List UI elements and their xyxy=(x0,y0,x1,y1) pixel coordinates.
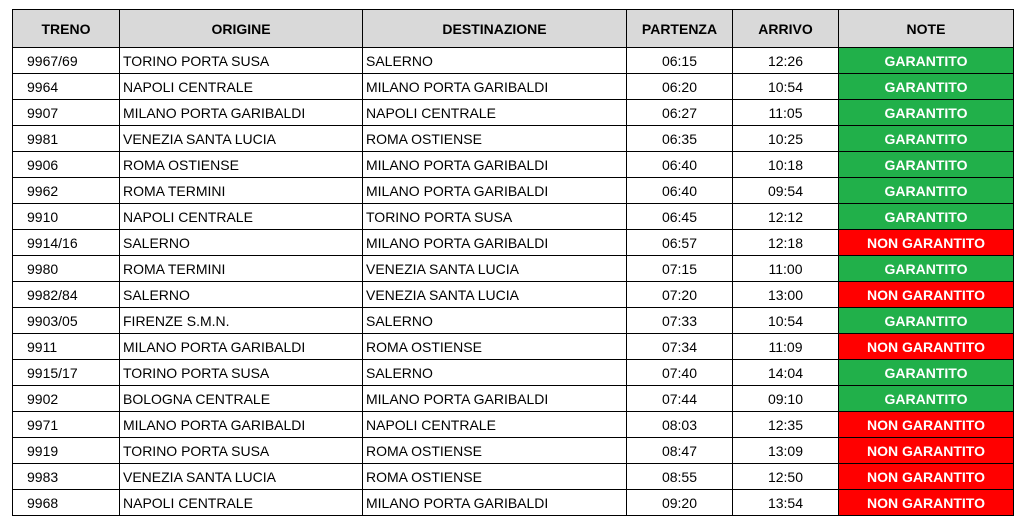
cell-partenza: 07:33 xyxy=(627,308,733,334)
table-row xyxy=(13,360,1014,386)
cell-treno: 9903/05 xyxy=(13,308,120,334)
status-badge: NON GARANTITO xyxy=(839,412,1014,438)
cell-partenza: 08:55 xyxy=(627,464,733,490)
status-badge: GARANTITO xyxy=(839,100,1014,126)
cell-destinazione: SALERNO xyxy=(363,360,627,386)
status-badge: NON GARANTITO xyxy=(839,230,1014,256)
cell-treno: 9906 xyxy=(13,152,120,178)
cell-arrivo: 13:09 xyxy=(733,438,839,464)
cell-origine: TORINO PORTA SUSA xyxy=(120,360,363,386)
cell-destinazione: MILANO PORTA GARIBALDI xyxy=(363,74,627,100)
table-row xyxy=(13,464,1014,490)
cell-arrivo: 12:18 xyxy=(733,230,839,256)
cell-destinazione: VENEZIA SANTA LUCIA xyxy=(363,256,627,282)
cell-destinazione: ROMA OSTIENSE xyxy=(363,438,627,464)
cell-origine: MILANO PORTA GARIBALDI xyxy=(120,334,363,360)
cell-destinazione: ROMA OSTIENSE xyxy=(363,126,627,152)
cell-treno: 9907 xyxy=(13,100,120,126)
status-badge: GARANTITO xyxy=(839,178,1014,204)
cell-partenza: 07:20 xyxy=(627,282,733,308)
cell-destinazione: NAPOLI CENTRALE xyxy=(363,412,627,438)
cell-origine: TORINO PORTA SUSA xyxy=(120,48,363,74)
cell-origine: SALERNO xyxy=(120,230,363,256)
cell-arrivo: 09:10 xyxy=(733,386,839,412)
cell-treno: 9980 xyxy=(13,256,120,282)
cell-arrivo: 11:05 xyxy=(733,100,839,126)
cell-treno: 9911 xyxy=(13,334,120,360)
cell-destinazione: SALERNO xyxy=(363,48,627,74)
cell-treno: 9982/84 xyxy=(13,282,120,308)
cell-partenza: 06:40 xyxy=(627,152,733,178)
train-schedule xyxy=(12,9,1014,516)
status-badge: NON GARANTITO xyxy=(839,438,1014,464)
table-row xyxy=(13,152,1014,178)
table-row xyxy=(13,412,1014,438)
cell-destinazione: MILANO PORTA GARIBALDI xyxy=(363,152,627,178)
cell-origine: VENEZIA SANTA LUCIA xyxy=(120,126,363,152)
cell-origine: TORINO PORTA SUSA xyxy=(120,438,363,464)
cell-partenza: 08:03 xyxy=(627,412,733,438)
cell-partenza: 09:20 xyxy=(627,490,733,516)
table-row xyxy=(13,282,1014,308)
cell-partenza: 06:27 xyxy=(627,100,733,126)
table-body xyxy=(13,48,1014,516)
header-partenza: PARTENZA xyxy=(627,10,733,48)
table-row xyxy=(13,490,1014,516)
table-row xyxy=(13,308,1014,334)
cell-treno: 9915/17 xyxy=(13,360,120,386)
cell-arrivo: 13:00 xyxy=(733,282,839,308)
cell-treno: 9910 xyxy=(13,204,120,230)
cell-origine: NAPOLI CENTRALE xyxy=(120,490,363,516)
table-row xyxy=(13,230,1014,256)
header-origine: ORIGINE xyxy=(120,10,363,48)
cell-destinazione: MILANO PORTA GARIBALDI xyxy=(363,490,627,516)
cell-arrivo: 09:54 xyxy=(733,178,839,204)
cell-partenza: 06:45 xyxy=(627,204,733,230)
status-badge: NON GARANTITO xyxy=(839,334,1014,360)
header-row xyxy=(13,10,1014,48)
cell-treno: 9983 xyxy=(13,464,120,490)
cell-treno: 9914/16 xyxy=(13,230,120,256)
table-row xyxy=(13,204,1014,230)
table-row xyxy=(13,126,1014,152)
cell-arrivo: 12:35 xyxy=(733,412,839,438)
table-row xyxy=(13,100,1014,126)
table-row xyxy=(13,74,1014,100)
cell-arrivo: 11:00 xyxy=(733,256,839,282)
status-badge: GARANTITO xyxy=(839,152,1014,178)
cell-treno: 9967/69 xyxy=(13,48,120,74)
cell-arrivo: 13:54 xyxy=(733,490,839,516)
cell-arrivo: 12:26 xyxy=(733,48,839,74)
status-badge: GARANTITO xyxy=(839,48,1014,74)
cell-origine: SALERNO xyxy=(120,282,363,308)
cell-destinazione: TORINO PORTA SUSA xyxy=(363,204,627,230)
header-arrivo: ARRIVO xyxy=(733,10,839,48)
cell-destinazione: VENEZIA SANTA LUCIA xyxy=(363,282,627,308)
status-badge: NON GARANTITO xyxy=(839,282,1014,308)
cell-treno: 9902 xyxy=(13,386,120,412)
cell-partenza: 06:20 xyxy=(627,74,733,100)
cell-destinazione: SALERNO xyxy=(363,308,627,334)
cell-arrivo: 11:09 xyxy=(733,334,839,360)
cell-origine: NAPOLI CENTRALE xyxy=(120,74,363,100)
cell-origine: MILANO PORTA GARIBALDI xyxy=(120,412,363,438)
status-badge: NON GARANTITO xyxy=(839,464,1014,490)
cell-partenza: 07:40 xyxy=(627,360,733,386)
cell-treno: 9981 xyxy=(13,126,120,152)
status-badge: GARANTITO xyxy=(839,204,1014,230)
cell-partenza: 06:15 xyxy=(627,48,733,74)
cell-origine: NAPOLI CENTRALE xyxy=(120,204,363,230)
status-badge: NON GARANTITO xyxy=(839,490,1014,516)
table-row xyxy=(13,256,1014,282)
status-badge: GARANTITO xyxy=(839,308,1014,334)
cell-partenza: 07:44 xyxy=(627,386,733,412)
cell-destinazione: MILANO PORTA GARIBALDI xyxy=(363,178,627,204)
cell-partenza: 08:47 xyxy=(627,438,733,464)
cell-arrivo: 10:18 xyxy=(733,152,839,178)
cell-partenza: 07:34 xyxy=(627,334,733,360)
cell-origine: BOLOGNA CENTRALE xyxy=(120,386,363,412)
cell-treno: 9964 xyxy=(13,74,120,100)
table-row xyxy=(13,438,1014,464)
cell-partenza: 06:40 xyxy=(627,178,733,204)
status-badge: GARANTITO xyxy=(839,360,1014,386)
cell-partenza: 06:35 xyxy=(627,126,733,152)
status-badge: GARANTITO xyxy=(839,386,1014,412)
cell-origine: FIRENZE S.M.N. xyxy=(120,308,363,334)
cell-arrivo: 12:12 xyxy=(733,204,839,230)
cell-partenza: 07:15 xyxy=(627,256,733,282)
header-destinazione: DESTINAZIONE xyxy=(363,10,627,48)
cell-arrivo: 10:25 xyxy=(733,126,839,152)
cell-arrivo: 14:04 xyxy=(733,360,839,386)
status-badge: GARANTITO xyxy=(839,126,1014,152)
cell-origine: MILANO PORTA GARIBALDI xyxy=(120,100,363,126)
cell-partenza: 06:57 xyxy=(627,230,733,256)
cell-origine: ROMA OSTIENSE xyxy=(120,152,363,178)
table-row xyxy=(13,334,1014,360)
cell-treno: 9962 xyxy=(13,178,120,204)
status-badge: GARANTITO xyxy=(839,256,1014,282)
cell-destinazione: MILANO PORTA GARIBALDI xyxy=(363,386,627,412)
table-row xyxy=(13,178,1014,204)
cell-treno: 9919 xyxy=(13,438,120,464)
cell-destinazione: NAPOLI CENTRALE xyxy=(363,100,627,126)
cell-arrivo: 10:54 xyxy=(733,308,839,334)
table-row xyxy=(13,48,1014,74)
cell-destinazione: ROMA OSTIENSE xyxy=(363,464,627,490)
header-treno: TRENO xyxy=(13,10,120,48)
cell-origine: ROMA TERMINI xyxy=(120,256,363,282)
status-badge: GARANTITO xyxy=(839,74,1014,100)
cell-treno: 9971 xyxy=(13,412,120,438)
header-note: NOTE xyxy=(839,10,1014,48)
cell-destinazione: ROMA OSTIENSE xyxy=(363,334,627,360)
table-row xyxy=(13,386,1014,412)
cell-arrivo: 12:50 xyxy=(733,464,839,490)
cell-arrivo: 10:54 xyxy=(733,74,839,100)
train-table xyxy=(12,9,1014,516)
cell-origine: VENEZIA SANTA LUCIA xyxy=(120,464,363,490)
cell-destinazione: MILANO PORTA GARIBALDI xyxy=(363,230,627,256)
cell-treno: 9968 xyxy=(13,490,120,516)
cell-origine: ROMA TERMINI xyxy=(120,178,363,204)
